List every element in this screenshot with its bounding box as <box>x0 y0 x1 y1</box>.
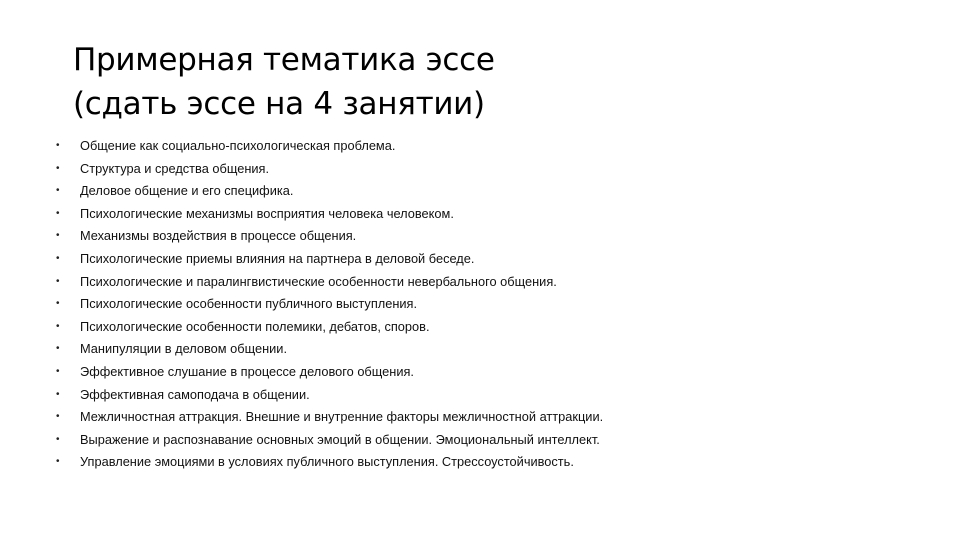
list-item <box>56 203 936 226</box>
list-item <box>56 225 936 248</box>
list-item <box>56 406 936 429</box>
bullet-icon: • <box>56 320 60 332</box>
topic-text: Структура и средства общения. <box>80 160 270 176</box>
topic-text: Деловое общение и его специфика. <box>80 183 294 199</box>
topic-text: Психологические особенности полемики, дебатов, споров. <box>80 318 430 334</box>
list-item <box>56 384 936 407</box>
list-item <box>56 271 936 294</box>
list-item <box>56 429 936 452</box>
bullet-icon: • <box>56 343 60 355</box>
bullet-icon: • <box>56 140 60 151</box>
topic-text: Эффективное слушание в процессе делового общения. <box>80 363 414 379</box>
bullet-icon: • <box>56 185 60 197</box>
topic-text: Выражение и распознавание основных эмоций в общении. Эмоциональный интеллект. <box>80 431 600 447</box>
topic-text: Общение как социально-психологическая проблема. <box>80 138 396 153</box>
essay-topics-list <box>56 135 936 474</box>
slide-title-line-1: Примерная тематика эссе <box>73 42 495 78</box>
topic-text: Межличностная аттракция. Внешние и внутренние факторы межличностной аттракции. <box>80 409 604 425</box>
bullet-icon: • <box>56 252 60 264</box>
list-item <box>56 158 936 181</box>
topic-text: Психологические механизмы восприятия человека человеком. <box>80 205 454 221</box>
list-item <box>56 316 936 339</box>
slide-title <box>73 38 893 126</box>
bullet-icon: • <box>56 298 60 310</box>
topic-text: Эффективная самоподача в общении. <box>80 386 310 402</box>
topic-text: Психологические и паралингвистические особенности невербального общения. <box>80 273 557 289</box>
list-item <box>56 135 936 158</box>
bullet-icon: • <box>56 230 60 242</box>
list-item <box>56 361 936 384</box>
list-item <box>56 180 936 203</box>
bullet-icon: • <box>56 162 60 174</box>
bullet-icon: • <box>56 456 60 468</box>
list-item <box>56 451 936 474</box>
topic-text: Манипуляции в деловом общении. <box>80 341 287 357</box>
bullet-icon: • <box>56 275 60 287</box>
topic-text: Психологические приемы влияния на партнера в деловой беседе. <box>80 250 475 266</box>
bullet-icon: • <box>56 207 60 219</box>
bullet-icon: • <box>56 411 60 423</box>
topic-text: Психологические особенности публичного выступления. <box>80 296 418 312</box>
list-item <box>56 293 936 316</box>
list-item <box>56 248 936 271</box>
bullet-icon: • <box>56 433 60 445</box>
slide-title-line-2: (сдать эссе на 4 занятии) <box>73 86 485 122</box>
bullet-icon: • <box>56 365 60 377</box>
topic-text: Механизмы воздействия в процессе общения. <box>80 228 357 244</box>
list-item <box>56 338 936 361</box>
bullet-icon: • <box>56 388 60 400</box>
topic-text: Управление эмоциями в условиях публичного выступления. Стрессоустойчивость. <box>80 454 574 470</box>
